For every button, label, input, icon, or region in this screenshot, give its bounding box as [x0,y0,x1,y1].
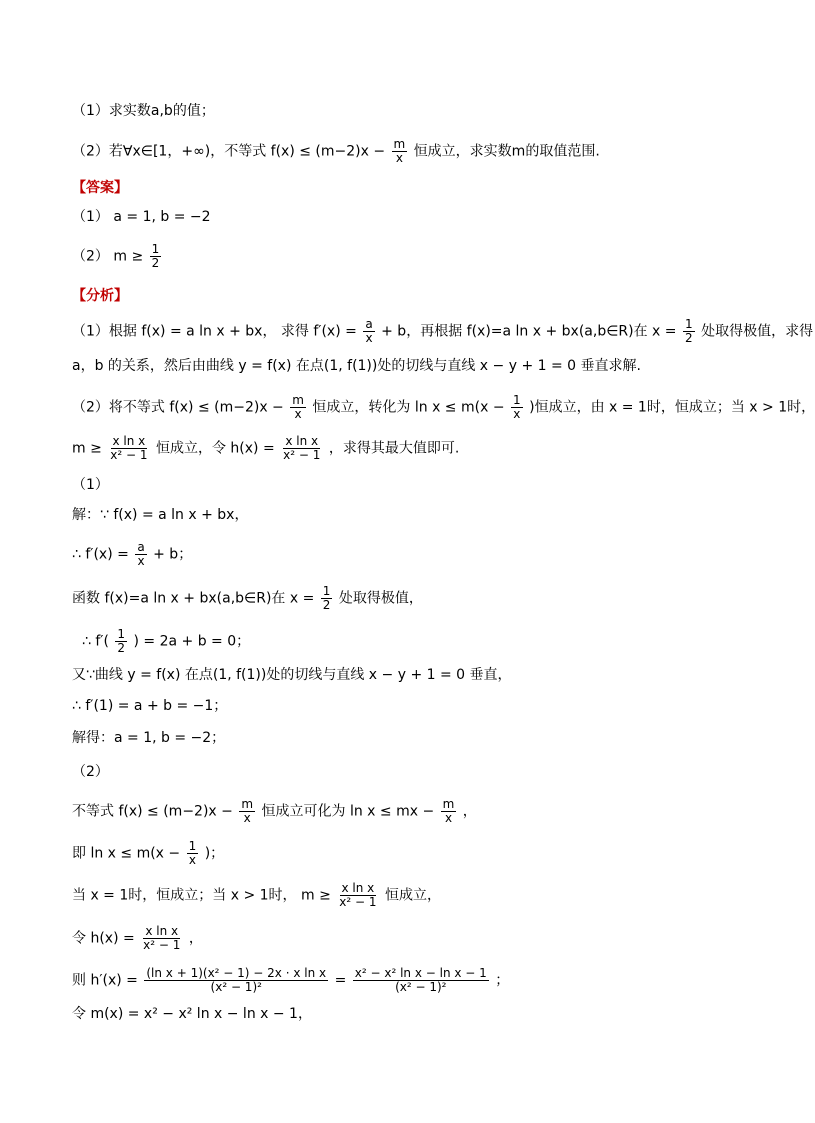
solution-line-12: 则 h′(x) = $\frac{\text{(ln x + 1)(x² − 1) − 2x · x ln x}}{\text{(x² − 1)²}}$ = $\frac{\text{x² − x² ln x − ln x − 1}}{\text{(x² − 1)²}}$ ； [72,966,510,994]
q2-prefix: （2）若∀x∈[1，+∞)，不等式 f(x) ≤ (m−2)x − [72,143,386,160]
solution-line-10: 当 x = 1时，恒成立；当 x > 1时， m ≥ $\frac{\text{x ln x}}{\text{x² − 1}}$ 恒成立， [72,881,441,909]
solution-line-5: 又∵曲线 y = f(x) 在点(1, f(1))处的切线与直线 x − y + 1 = 0 垂直， [72,667,512,683]
question-1: （1）求实数a,b的值； [72,103,215,119]
answer-2: （2） m ≥ $\frac{1}{2}$ [72,242,160,270]
answer-1: （1） a = 1, b = −2 [72,209,211,225]
solution-line-11: 令 h(x) = $\frac{\text{x ln x}}{\text{x² − 1}}$ ， [72,924,203,952]
analysis-3: （2）将不等式 f(x) ≤ (m−2)x − $\frac{m}{x}$ 恒成立，转化为 ln x ≤ m(x − $\frac{1}{x}$ )恒成立，由 x = 1时，恒成立；当 x > 1时， [72,393,815,421]
analysis-header: 【分析】 [72,288,128,304]
question-2 [72,138,734,165]
solution-part-2-label: （2） [72,764,109,780]
analysis-4: m ≥ $\frac{\text{x ln x}}{\text{x² − 1}}$ 恒成立，令 h(x) = $\frac{\text{x ln x}}{\text{x² − 1}}$ ，求得其最大值即可. [72,434,460,462]
solution-line-7: 解得：a = 1, b = −2； [72,730,226,746]
solution-line-3: 函数 f(x)=a ln x + bx(a,b∈R)在 x = $\frac{1}{2}$ 处取得极值， [72,584,423,612]
solution-line-8: 不等式 f(x) ≤ (m−2)x − $\frac{m}{x}$ 恒成立可化为 ln x ≤ mx − $\frac{m}{x}$ ， [72,797,477,825]
solution-line-13: 令 m(x) = x² − x² ln x − ln x − 1， [72,1006,312,1022]
q2-fraction: $\frac{m}{x}$ [393,137,406,165]
q2-suffix: 恒成立，求实数m的取值范围. [413,143,600,160]
solution-line-4: ∴ f′( $\frac{1}{2}$ ) = 2a + b = 0； [82,627,251,655]
solution-part-1-label: （1） [72,477,109,493]
analysis-1: （1）根据 f(x) = a ln x + bx， 求得 f′(x) = $\frac{a}{x}$ + b，再根据 f(x)=a ln x + bx(a,b∈R)在 x = $\frac{1}{2}$ 处取得极值，求得 [72,317,814,345]
solution-line-1: 解：∵ f(x) = a ln x + bx， [72,507,249,523]
solution-line-2: ∴ f′(x) = $\frac{a}{x}$ + b； [72,540,193,568]
solution-line-9: 即 ln x ≤ m(x − $\frac{1}{x}$ )； [72,839,225,867]
analysis-2: a，b 的关系，然后由曲线 y = f(x) 在点(1, f(1))处的切线与直线 x − y + 1 = 0 垂直求解. [72,358,641,374]
answer-header: 【答案】 [72,180,128,196]
solution-line-6: ∴ f′(1) = a + b = −1； [72,698,228,714]
answer2-fraction: $\frac{1}{2}$ [151,242,160,270]
